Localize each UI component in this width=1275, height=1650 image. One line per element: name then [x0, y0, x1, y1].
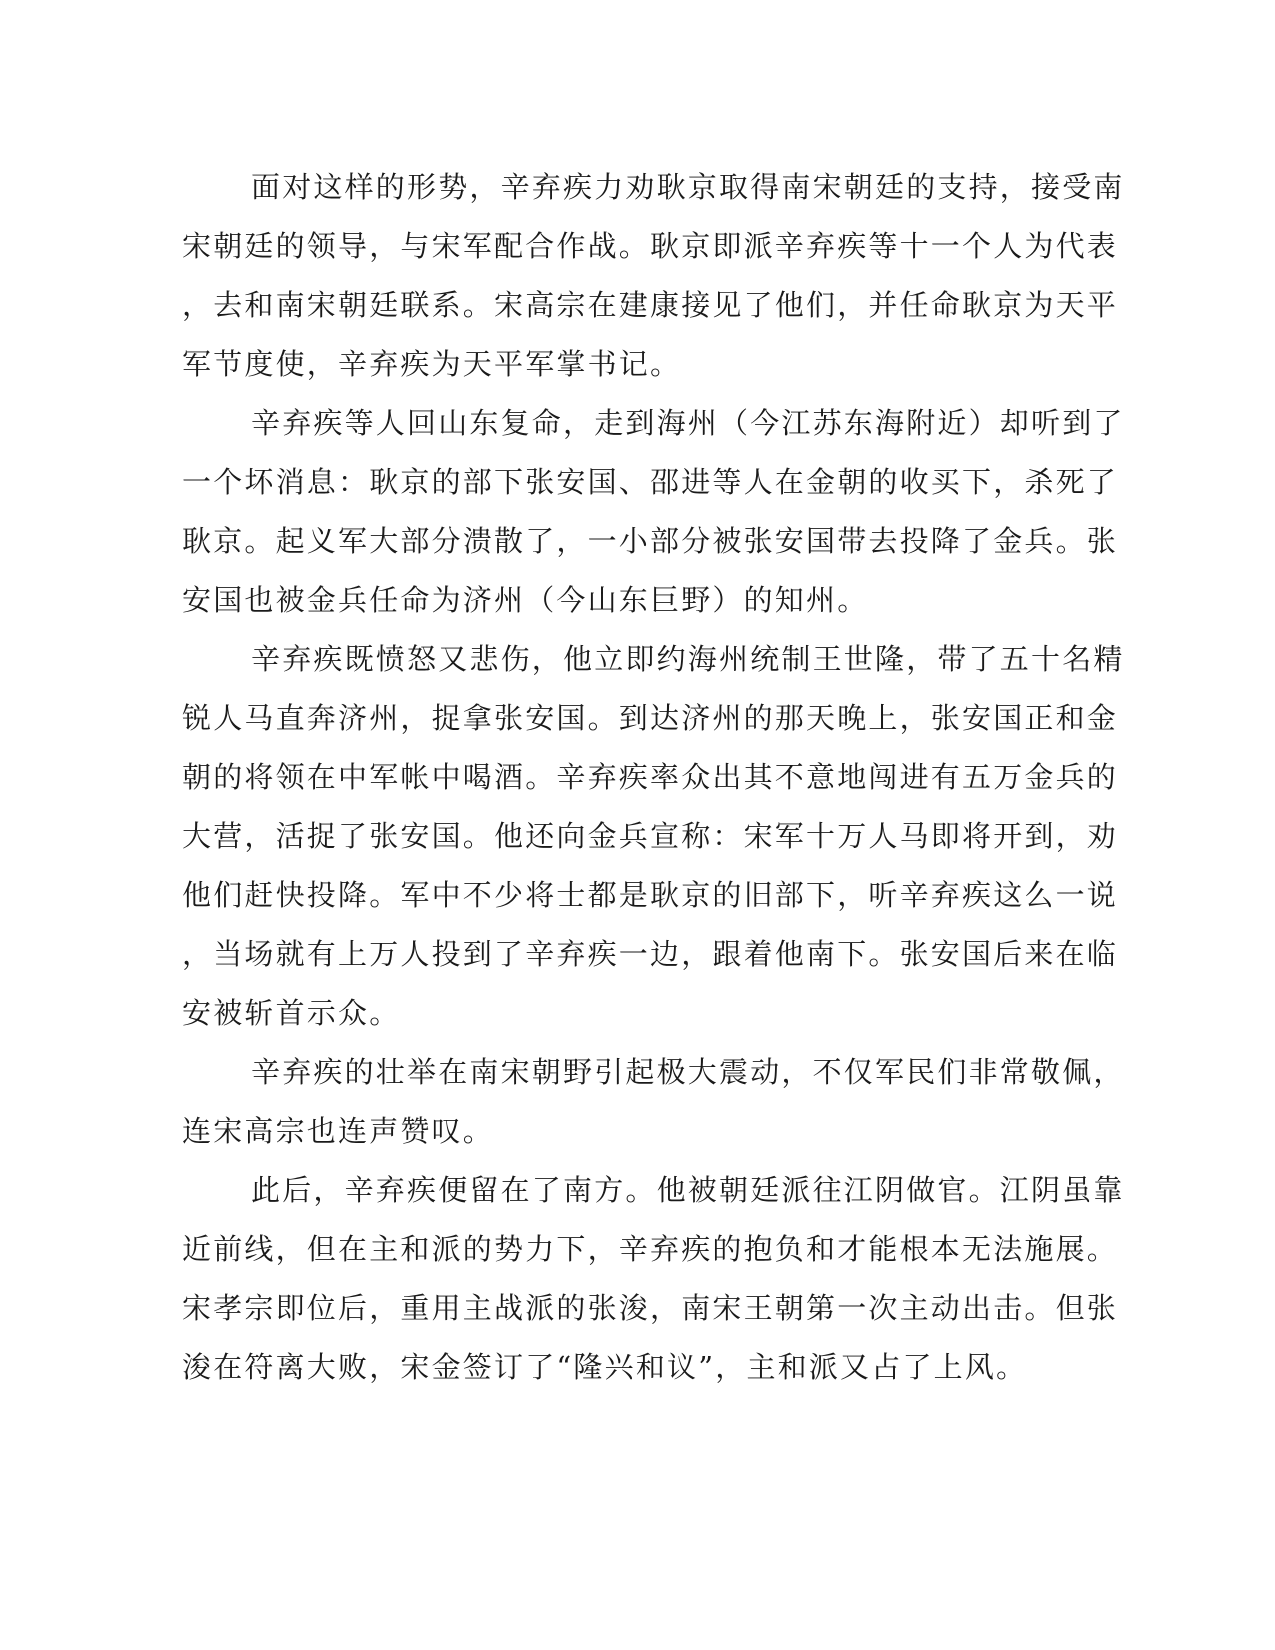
paragraph-3 [182, 630, 1125, 1043]
paragraph-line: 安被斩首示众。 [182, 996, 401, 1030]
document-body [182, 158, 1125, 1397]
paragraph-line: 此后，辛弃疾便留在了南方。他被朝廷派往江阴做官。江阴虽靠 [251, 1173, 1125, 1207]
paragraph-line: 辛弃疾等人回山东复命，走到海州（今江苏东海附近）却听到了 [251, 406, 1125, 440]
paragraph-line: 宋孝宗即位后，重用主战派的张浚，南宋王朝第一次主动出击。但张 [182, 1291, 1119, 1325]
paragraph-line: 一个坏消息：耿京的部下张安国、邵进等人在金朝的收买下，杀死了 [182, 465, 1119, 499]
paragraph-line: 近前线，但在主和派的势力下，辛弃疾的抱负和才能根本无法施展。 [182, 1232, 1119, 1266]
paragraph-2 [182, 394, 1125, 630]
paragraph-4 [182, 1043, 1125, 1161]
paragraph-line: 朝的将领在中军帐中喝酒。辛弃疾率众出其不意地闯进有五万金兵的 [182, 760, 1119, 794]
paragraph-line: 浚在符离大败，宋金签订了“隆兴和议”，主和派又占了上风。 [182, 1350, 1028, 1384]
paragraph-line: 辛弃疾既愤怒又悲伤，他立即约海州统制王世隆，带了五十名精 [251, 642, 1125, 676]
paragraph-5 [182, 1161, 1125, 1397]
paragraph-line: 辛弃疾的壮举在南宋朝野引起极大震动，不仅军民们非常敬佩， [251, 1055, 1125, 1089]
paragraph-1 [182, 158, 1125, 394]
paragraph-line: 耿京。起义军大部分溃散了，一小部分被张安国带去投降了金兵。张 [182, 524, 1119, 558]
paragraph-line: 军节度使，辛弃疾为天平军掌书记。 [182, 347, 682, 381]
paragraph-line: 安国也被金兵任命为济州（今山东巨野）的知州。 [182, 583, 869, 617]
paragraph-line: 连宋高宗也连声赞叹。 [182, 1114, 495, 1148]
paragraph-line: 宋朝廷的领导，与宋军配合作战。耿京即派辛弃疾等十一个人为代表 [182, 229, 1119, 263]
paragraph-line: 面对这样的形势，辛弃疾力劝耿京取得南宋朝廷的支持，接受南 [251, 170, 1125, 204]
paragraph-line: 大营，活捉了张安国。他还向金兵宣称：宋军十万人马即将开到，劝 [182, 819, 1119, 853]
paragraph-line: 他们赶快投降。军中不少将士都是耿京的旧部下，听辛弃疾这么一说 [182, 878, 1119, 912]
paragraph-line: ，当场就有上万人投到了辛弃疾一边，跟着他南下。张安国后来在临 [182, 937, 1119, 971]
paragraph-line: ，去和南宋朝廷联系。宋高宗在建康接见了他们，并任命耿京为天平 [182, 288, 1119, 322]
paragraph-line: 锐人马直奔济州，捉拿张安国。到达济州的那天晚上，张安国正和金 [182, 701, 1119, 735]
